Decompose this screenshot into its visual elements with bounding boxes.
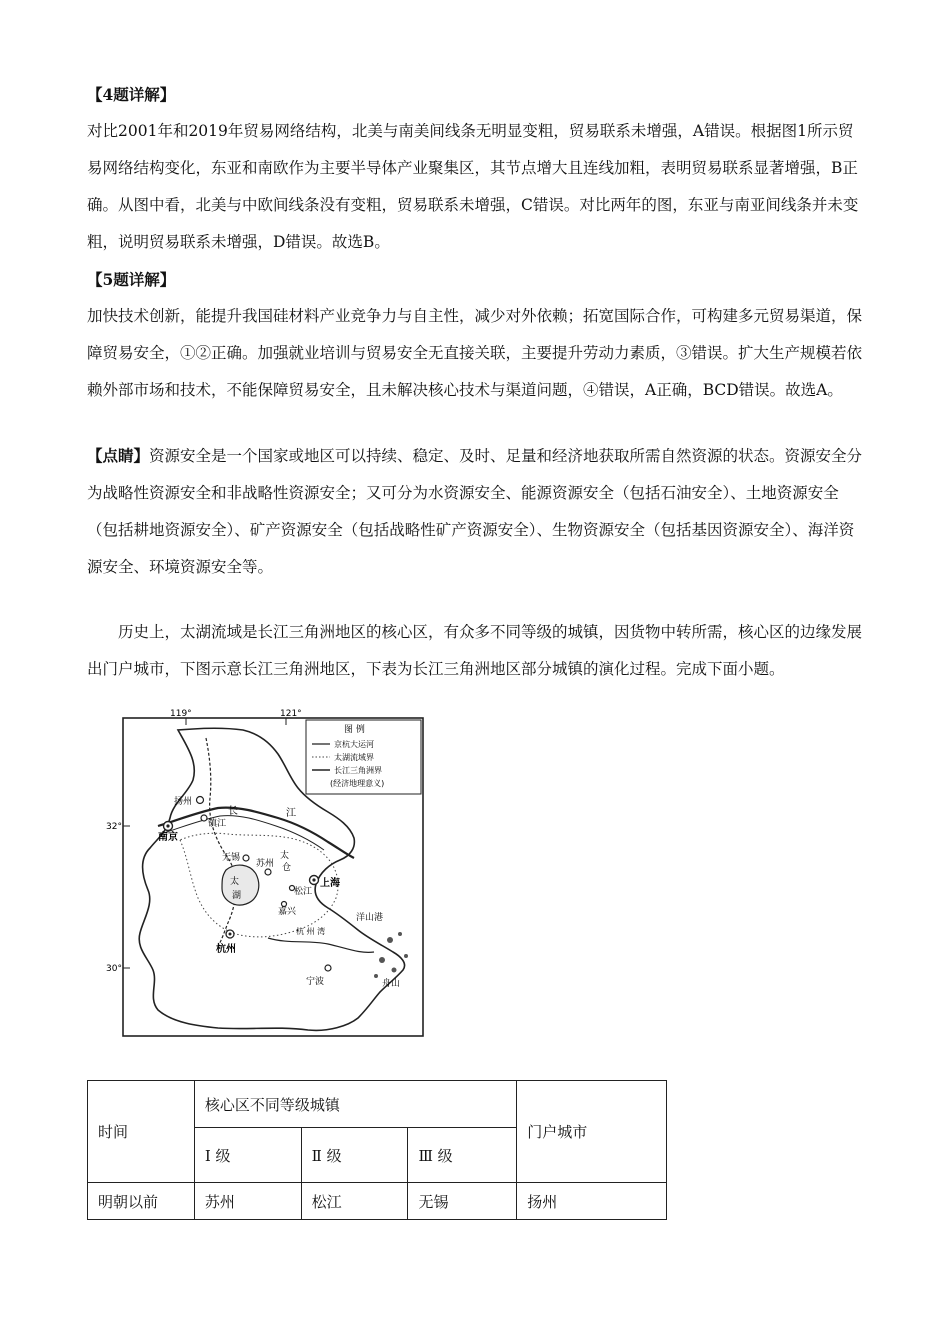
legend-delta-note: (经济地理意义): [330, 779, 385, 788]
place-jiaxing: 嘉兴: [278, 907, 297, 917]
place-zhenjiang: 镇江: [208, 819, 227, 829]
legend-title: 图 例: [344, 725, 365, 735]
legend-delta: 长江三角洲界: [334, 766, 382, 775]
table-header-row: [88, 1081, 667, 1128]
legend-basin: 太湖流域界: [334, 753, 374, 762]
place-taicang-1: 太: [280, 851, 290, 861]
tip-heading: 【点睛】: [87, 446, 150, 465]
place-yangshan: 洋山港: [356, 913, 384, 923]
cell-level-3: 无锡: [408, 1183, 517, 1220]
header-level-2: Ⅱ 级: [301, 1128, 408, 1183]
place-hu: 湖: [232, 891, 242, 901]
place-wuxi: 无锡: [222, 853, 241, 863]
legend-canal: 京杭大运河: [334, 740, 374, 749]
place-hangzhou-bay: 杭 州 湾: [296, 927, 326, 936]
table-row: [88, 1183, 667, 1220]
place-tai: 太: [230, 877, 240, 887]
place-ningbo: 宁波: [306, 977, 325, 987]
place-taicang-2: 仓: [282, 863, 292, 873]
header-level-1: Ⅰ 级: [194, 1128, 301, 1183]
place-chang: 长: [228, 806, 238, 817]
place-songjiang: 松江: [294, 887, 313, 897]
place-zhoushan: 舟山: [382, 979, 401, 989]
tip-paragraph: [87, 437, 867, 586]
place-jiang: 江: [286, 808, 296, 819]
header-core-towns: 核心区不同等级城镇: [194, 1081, 516, 1128]
q5-body: 加快技术创新，能提升我国硅材料产业竞争力与自主性，减少对外依赖；拓宽国际合作，可构建多元贸易渠道，保障贸易安全，①②正确。加强就业培训与贸易安全无直接关联，主要提升劳动力素质，③错误。扩大生产规模若依赖外部市场和技术，不能保障贸易安全，且未解决核心技术与渠道问题，④错误，A正确，BCD错误。故选A。: [87, 307, 863, 399]
intro-paragraph: 历史上，太湖流域是长江三角洲地区的核心区，有众多不同等级的城镇，因货物中转所需，核心区的边缘发展出门户城市，下图示意长江三角洲地区，下表为长江三角洲地区部分城镇的演化过程。完成下面小题。: [87, 623, 863, 678]
place-hangzhou: 杭州: [216, 944, 236, 955]
town-evolution-table: [87, 1080, 667, 1220]
lon-label-119: 119°: [170, 709, 192, 719]
place-yangzhou: 扬州: [174, 797, 193, 807]
lat-label-30: 30°: [106, 964, 122, 974]
lat-label-32: 32°: [106, 822, 122, 832]
q5-heading: 【5题详解】: [87, 270, 176, 289]
lon-label-121: 121°: [280, 709, 302, 719]
cell-level-2: 松江: [301, 1183, 408, 1220]
header-gateway: 门户城市: [517, 1081, 667, 1183]
cell-gateway: 扬州: [517, 1183, 667, 1220]
place-shanghai: 上海: [320, 878, 340, 889]
header-time: 时间: [88, 1081, 195, 1183]
cell-level-1: 苏州: [194, 1183, 301, 1220]
yangtze-delta-map: [106, 708, 430, 1038]
q4-body: 对比2001年和2019年贸易网络结构，北美与南美间线条无明显变粗，贸易联系未增强，A错误。根据图1所示贸易网络结构变化，东亚和南欧作为主要半导体产业聚集区，其节点增大且连线加粗，表明贸易联系显著增强，B正确。从图中看，北美与中欧间线条没有变粗，贸易联系未增强，C错误。对比两年的图，东亚与南亚间线条并未变粗，说明贸易联系未增强，D错误。故选B。: [87, 122, 859, 251]
place-nanjing: 南京: [158, 832, 178, 843]
q4-heading: 【4题详解】: [87, 85, 176, 104]
header-level-3: Ⅲ 级: [408, 1128, 517, 1183]
cell-time: 明朝以前: [88, 1183, 195, 1220]
tip-body: 资源安全是一个国家或地区可以持续、稳定、及时、足量和经济地获取所需自然资源的状态。资源安全分为战略性资源安全和非战略性资源安全；又可分为水资源安全、能源资源安全（包括石油安全）、土地资源安全（包括耕地资源安全）、矿产资源安全（包括战略性矿产资源安全）、生物资源安全（包括基因资源安全）、海洋资源安全、环境资源安全等。: [87, 447, 863, 576]
place-suzhou: 苏州: [256, 859, 275, 869]
